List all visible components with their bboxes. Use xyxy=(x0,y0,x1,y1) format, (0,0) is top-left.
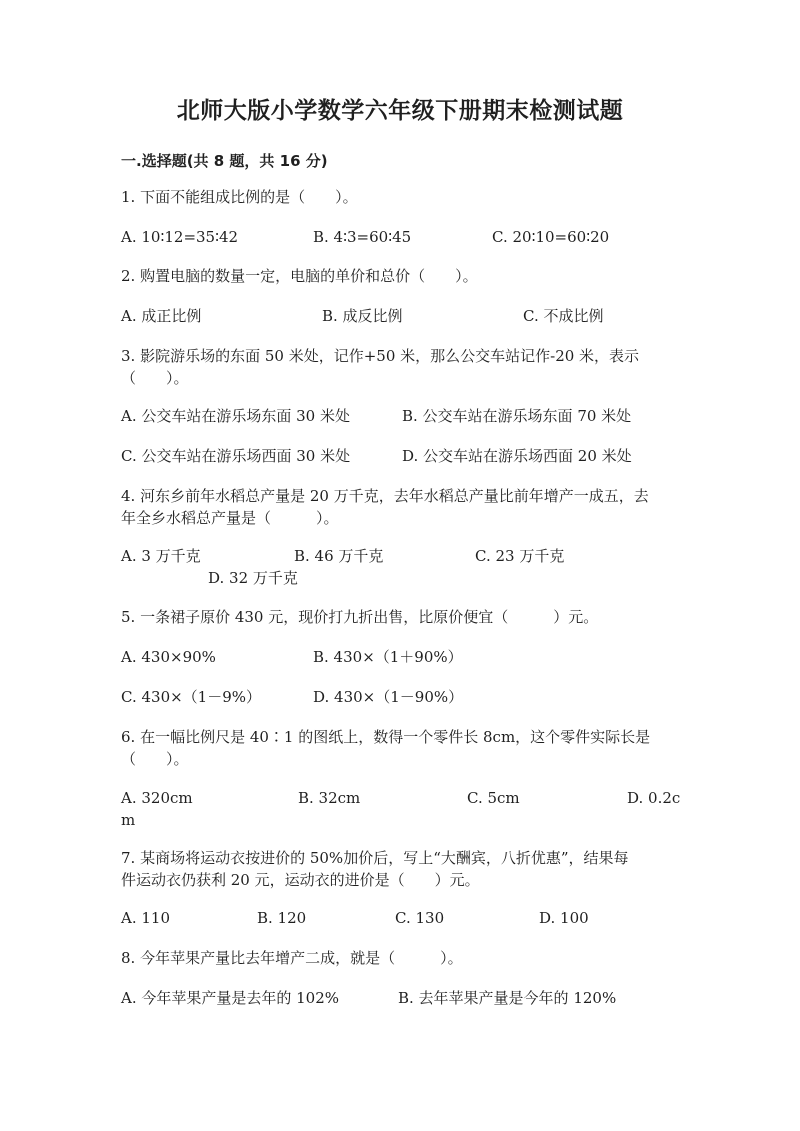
question-5-option-d: D. 430×（1－90%） xyxy=(313,688,464,706)
question-6-option-d: D. 0.2c xyxy=(627,789,681,807)
question-1-option-c: C. 20∶10=60∶20 xyxy=(492,228,610,246)
question-4-stem-line-2: 年全乡水稻总产量是（ ）。 xyxy=(121,509,339,527)
question-2-option-b: B. 成反比例 xyxy=(322,307,403,325)
question-6-stem-line-2: （ ）。 xyxy=(121,750,189,768)
question-7-option-b: B. 120 xyxy=(257,909,307,927)
question-7-option-d: D. 100 xyxy=(539,909,589,927)
question-1-option-b: B. 4∶3=60∶45 xyxy=(313,228,412,246)
question-3-option-a: A. 公交车站在游乐场东面 30 米处 xyxy=(121,407,350,425)
question-3-stem-line-1: 3. 影院游乐场的东面 50 米处，记作+50 米，那么公交车站记作-20 米，表示 xyxy=(121,347,640,365)
question-7-stem-line-1: 7. 某商场将运动衣按进价的 50%加价后，写上“大酬宾，八折优惠”，结果每 xyxy=(121,849,629,867)
question-6-option-c: C. 5cm xyxy=(467,789,520,807)
question-5-option-c: C. 430×（1－9%） xyxy=(121,688,262,706)
section-heading: 一.选择题(共 8 题，共 16 分) xyxy=(121,152,328,170)
question-8-stem: 8. 今年苹果产量比去年增产二成，就是（ ）。 xyxy=(121,949,463,967)
question-7-stem-line-2: 件运动衣仍获利 20 元，运动衣的进价是（ ）元。 xyxy=(121,871,480,889)
page-title: 北师大版小学数学六年级下册期末检测试题 xyxy=(176,98,624,124)
question-3-option-d: D. 公交车站在游乐场西面 20 米处 xyxy=(402,447,632,465)
question-3-option-c: C. 公交车站在游乐场西面 30 米处 xyxy=(121,447,351,465)
question-6-option-a: A. 320cm xyxy=(121,789,193,807)
question-4-option-d: D. 32 万千克 xyxy=(208,569,298,587)
question-5-option-b: B. 430×（1＋90%） xyxy=(313,648,463,666)
question-6-stem-line-1: 6. 在一幅比例尺是 40∶1 的图纸上，数得一个零件长 8cm，这个零件实际长是 xyxy=(121,728,651,746)
question-2-option-c: C. 不成比例 xyxy=(523,307,604,325)
question-4-stem-line-1: 4. 河东乡前年水稻总产量是 20 万千克，去年水稻总产量比前年增产一成五，去 xyxy=(121,487,649,505)
question-8-option-a: A. 今年苹果产量是去年的 102% xyxy=(121,989,340,1007)
question-6-option-b: B. 32cm xyxy=(298,789,361,807)
question-2-stem: 2. 购置电脑的数量一定，电脑的单价和总价（ ）。 xyxy=(121,267,478,285)
question-5-stem: 5. 一条裙子原价 430 元，现价打九折出售，比原价便宜（ ）元。 xyxy=(121,608,599,626)
question-8-option-b: B. 去年苹果产量是今年的 120% xyxy=(398,989,617,1007)
question-1-option-a: A. 10∶12=35∶42 xyxy=(121,228,239,246)
question-2-option-a: A. 成正比例 xyxy=(121,307,202,325)
question-3-option-b: B. 公交车站在游乐场东面 70 米处 xyxy=(402,407,632,425)
question-4-option-b: B. 46 万千克 xyxy=(294,547,384,565)
question-5-option-a: A. 430×90% xyxy=(121,648,216,666)
question-4-option-c: C. 23 万千克 xyxy=(475,547,565,565)
question-4-option-a: A. 3 万千克 xyxy=(121,547,201,565)
question-1-stem: 1. 下面不能组成比例的是（ ）。 xyxy=(121,188,358,206)
question-6-option-d-wrap: m xyxy=(121,811,136,829)
question-7-option-a: A. 110 xyxy=(121,909,170,927)
question-3-stem-line-2: （ ）。 xyxy=(121,369,189,387)
question-7-option-c: C. 130 xyxy=(395,909,445,927)
